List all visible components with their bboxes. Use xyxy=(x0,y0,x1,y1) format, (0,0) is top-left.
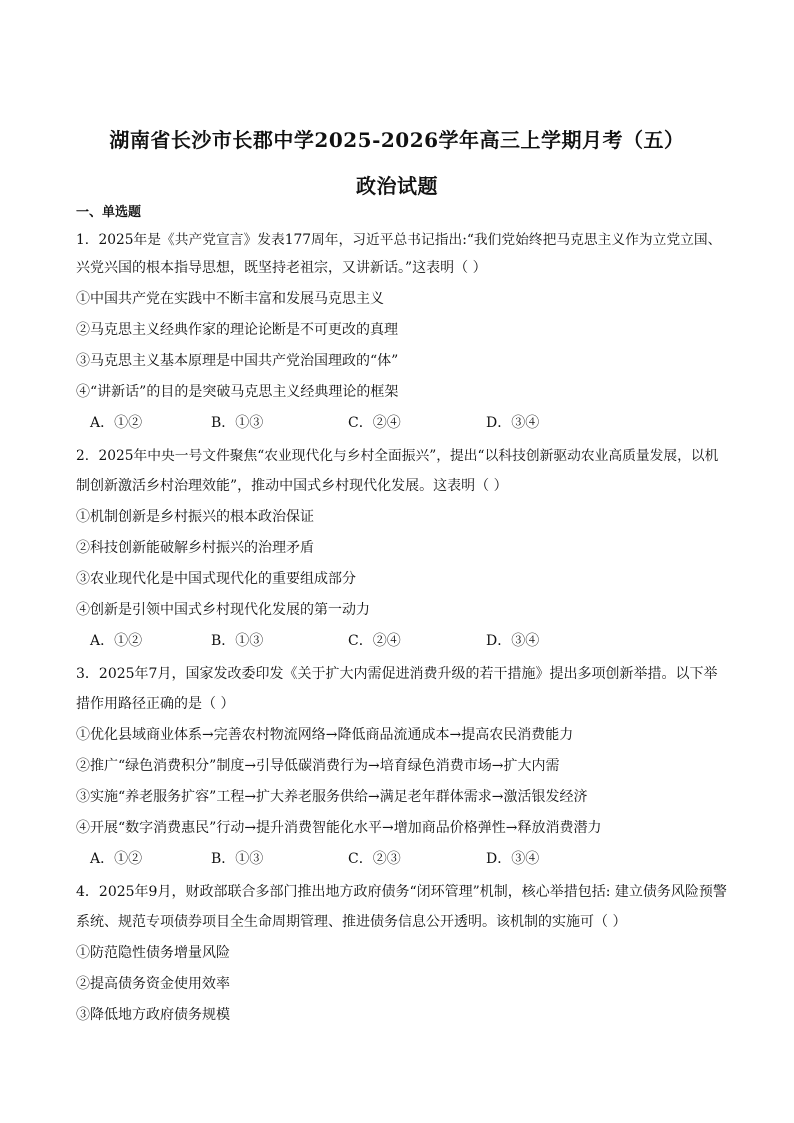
q4-statement-3: ③降低地方政府债务规模 xyxy=(76,1007,230,1023)
q3-option-a: A．①② xyxy=(90,851,143,867)
q1-option-c: C．②④ xyxy=(348,415,401,431)
q1-option-b: B．①③ xyxy=(211,415,264,431)
q2-statement-1: ①机制创新是乡村振兴的根本政治保证 xyxy=(76,509,314,525)
q1-stem-line-2: 兴党兴国的根本指导思想，既坚持老祖宗，又讲新话。”这表明（ ） xyxy=(76,260,487,276)
q4-statement-1: ①防范隐性债务增量风险 xyxy=(76,945,230,961)
q3-statement-4: ④开展“数字消费惠民”行动→提升消费智能化水平→增加商品价格弹性→释放消费潜力 xyxy=(76,820,602,836)
q3-stem-line-2: 措作用路径正确的是（ ） xyxy=(76,696,235,712)
q1-option-a: A．①② xyxy=(90,415,143,431)
q1-statement-4: ④“讲新话”的目的是突破马克思主义经典理论的框架 xyxy=(76,384,399,400)
q1-stem-line-1: 1．2025年是《共产党宣言》发表177周年，习近平总书记指出:“我们党始终把马克思主义作为立党立国、 xyxy=(76,232,722,248)
q3-option-d: D．③④ xyxy=(486,851,540,867)
exam-title: 湖南省长沙市长郡中学2025-2026学年高三上学期月考（五） xyxy=(109,128,685,152)
exam-subtitle: 政治试题 xyxy=(356,174,438,198)
q1-statement-1: ①中国共产党在实践中不断丰富和发展马克思主义 xyxy=(76,291,384,307)
q1-statement-3: ③马克思主义基本原理是中国共产党治国理政的“体” xyxy=(76,353,399,369)
q2-option-a: A．①② xyxy=(90,633,143,649)
section-heading: 一、单选题 xyxy=(76,205,142,220)
q2-statement-4: ④创新是引领中国式乡村现代化发展的第一动力 xyxy=(76,602,370,618)
q2-stem-line-2: 制创新激活乡村治理效能”，推动中国式乡村现代化发展。这表明（ ） xyxy=(76,478,508,494)
q3-statement-2: ②推广“绿色消费积分”制度→引导低碳消费行为→培育绿色消费市场→扩大内需 xyxy=(76,758,560,774)
q2-option-b: B．①③ xyxy=(211,633,264,649)
q3-statement-3: ③实施“养老服务扩容”工程→扩大养老服务供给→满足老年群体需求→激活银发经济 xyxy=(76,789,588,805)
q2-option-c: C．②④ xyxy=(348,633,401,649)
q3-option-c: C．②③ xyxy=(348,851,401,867)
q2-statement-2: ②科技创新能破解乡村振兴的治理矛盾 xyxy=(76,540,314,556)
q4-statement-2: ②提高债务资金使用效率 xyxy=(76,976,230,992)
q2-option-d: D．③④ xyxy=(486,633,540,649)
q1-statement-2: ②马克思主义经典作家的理论论断是不可更改的真理 xyxy=(76,322,398,338)
q2-stem-line-1: 2．2025年中央一号文件聚焦“农业现代化与乡村全面振兴”，提出“以科技创新驱动农业高质量发展，以机 xyxy=(76,448,719,464)
q2-statement-3: ③农业现代化是中国式现代化的重要组成部分 xyxy=(76,571,356,587)
q1-option-d: D．③④ xyxy=(486,415,540,431)
q3-option-b: B．①③ xyxy=(211,851,264,867)
q3-statement-1: ①优化县域商业体系→完善农村物流网络→降低商品流通成本→提高农民消费能力 xyxy=(76,727,574,743)
q4-stem-line-1: 4．2025年9月，财政部联合多部门推出地方政府债务“闭环管理”机制，核心举措包括: 建立债务风险预警 xyxy=(76,884,727,900)
q3-stem-line-1: 3．2025年7月，国家发改委印发《关于扩大内需促进消费升级的若干措施》提出多项创新举措。以下举 xyxy=(76,666,718,682)
q4-stem-line-2: 系统、规范专项债券项目全生命周期管理、推进债务信息公开透明。该机制的实施可（ ） xyxy=(76,914,627,930)
